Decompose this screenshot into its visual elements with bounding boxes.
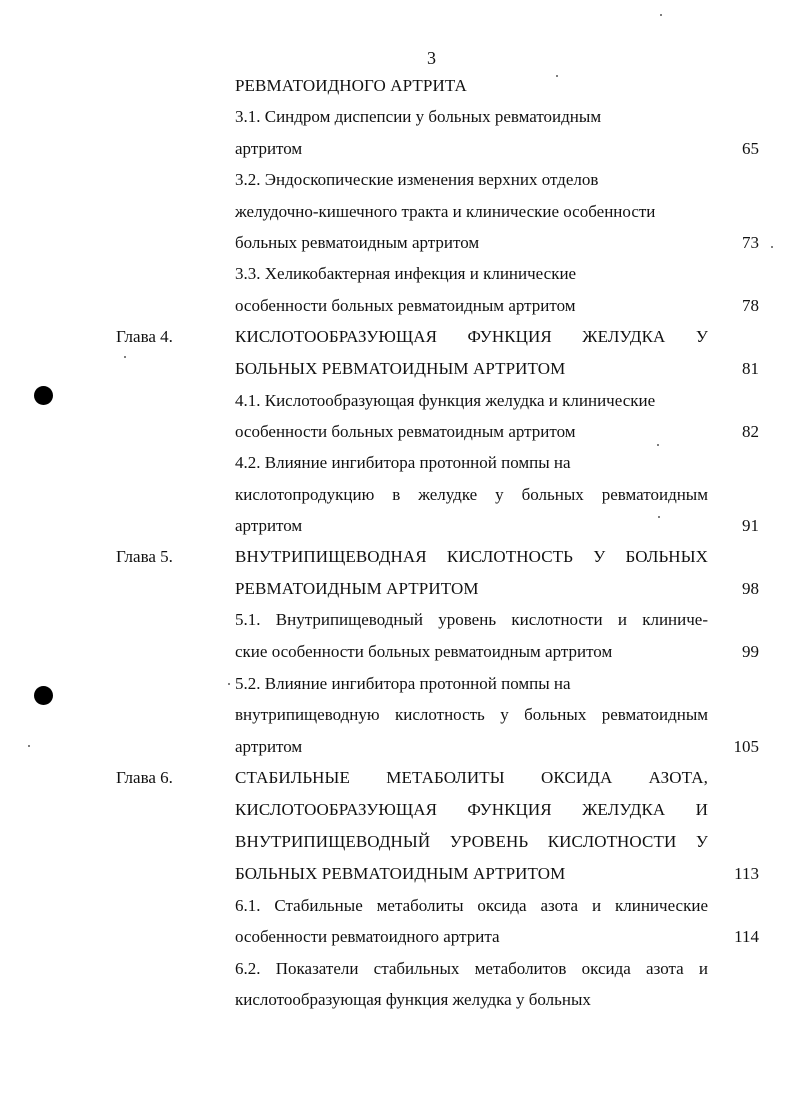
toc-page-ref: 78 bbox=[742, 296, 759, 315]
toc-page-ref: 65 bbox=[742, 139, 759, 158]
scan-speck bbox=[124, 356, 126, 358]
scan-speck bbox=[658, 516, 660, 518]
chapter-title-line: ВНУТРИПИЩЕВОДНАЯ КИСЛОТНОСТЬ У БОЛЬНЫХ bbox=[235, 547, 708, 566]
toc-line: кислотообразующая функция желудка у больных bbox=[235, 990, 591, 1009]
toc-page-ref: 114 bbox=[734, 927, 759, 946]
toc-line: РЕВМАТОИДНОГО АРТРИТА bbox=[235, 76, 467, 95]
punch-hole bbox=[34, 386, 53, 405]
toc-line: больных ревматоидным артритом bbox=[235, 233, 480, 252]
toc-page-ref: 98 bbox=[742, 579, 759, 598]
toc-line: 4.2. Влияние ингибитора протонной помпы на bbox=[235, 453, 571, 472]
toc-line: ские особенности больных ревматоидным артритом bbox=[235, 642, 613, 661]
toc-line: желудочно-кишечного тракта и клинические особенности bbox=[235, 202, 656, 221]
toc-page-ref: 91 bbox=[742, 516, 759, 535]
chapter-title-line: ВНУТРИПИЩЕВОДНЫЙ УРОВЕНЬ КИСЛОТНОСТИ У bbox=[235, 832, 708, 851]
toc-line: 3.3. Хеликобактерная инфекция и клинические bbox=[235, 264, 577, 283]
toc-page-ref: 113 bbox=[734, 864, 759, 883]
scan-speck bbox=[660, 14, 662, 16]
toc-page-ref: 105 bbox=[733, 737, 759, 756]
toc-line: 6.2. Показатели стабильных метаболитов оксида азота и bbox=[235, 959, 708, 978]
toc-line: кислотопродукцию в желудке у больных ревматоидным bbox=[235, 485, 708, 504]
toc-line: 5.1. Внутрипищеводный уровень кислотности и клиниче- bbox=[235, 610, 708, 629]
scan-speck bbox=[28, 745, 30, 747]
toc-page-ref: 99 bbox=[742, 642, 759, 661]
toc-line: особенности больных ревматоидным артритом bbox=[235, 422, 576, 441]
scan-speck bbox=[556, 75, 558, 77]
chapter-label: Глава 6. bbox=[116, 768, 173, 787]
toc-line: внутрипищеводную кислотность у больных ревматоидным bbox=[235, 705, 708, 724]
scan-speck bbox=[228, 683, 230, 685]
chapter-label: Глава 4. bbox=[116, 327, 173, 346]
toc-line: артритом bbox=[235, 139, 303, 158]
page-number: 3 bbox=[427, 48, 436, 68]
toc-line: 5.2. Влияние ингибитора протонной помпы на bbox=[235, 674, 571, 693]
scan-speck bbox=[771, 246, 773, 248]
chapter-title-line: СТАБИЛЬНЫЕ МЕТАБОЛИТЫ ОКСИДА АЗОТА, bbox=[235, 768, 708, 787]
chapter-title-line: БОЛЬНЫХ РЕВМАТОИДНЫМ АРТРИТОМ bbox=[235, 359, 566, 378]
chapter-title-line: БОЛЬНЫХ РЕВМАТОИДНЫМ АРТРИТОМ bbox=[235, 864, 566, 883]
toc-line: 6.1. Стабильные метаболиты оксида азота и клинические bbox=[235, 896, 708, 915]
chapter-label: Глава 5. bbox=[116, 547, 173, 566]
toc-line: 3.1. Синдром диспепсии у больных ревматоидным bbox=[235, 107, 602, 126]
toc-line: артритом bbox=[235, 737, 303, 756]
toc-page-ref: 82 bbox=[742, 422, 759, 441]
chapter-title-line: РЕВМАТОИДНЫМ АРТРИТОМ bbox=[235, 579, 479, 598]
chapter-title-line: КИСЛОТООБРАЗУЮЩАЯ ФУНКЦИЯ ЖЕЛУДКА И bbox=[235, 800, 708, 819]
toc-line: особенности ревматоидного артрита bbox=[235, 927, 500, 946]
toc-line: 3.2. Эндоскопические изменения верхних отделов bbox=[235, 170, 599, 189]
toc-line: 4.1. Кислотообразующая функция желудка и клинические bbox=[235, 391, 656, 410]
toc-page-ref: 73 bbox=[742, 233, 759, 252]
punch-hole bbox=[34, 686, 53, 705]
toc-line: артритом bbox=[235, 516, 303, 535]
scan-speck bbox=[657, 444, 659, 446]
toc-line: особенности больных ревматоидным артритом bbox=[235, 296, 576, 315]
chapter-title-line: КИСЛОТООБРАЗУЮЩАЯ ФУНКЦИЯ ЖЕЛУДКА У bbox=[235, 327, 708, 346]
toc-page-ref: 81 bbox=[742, 359, 759, 378]
